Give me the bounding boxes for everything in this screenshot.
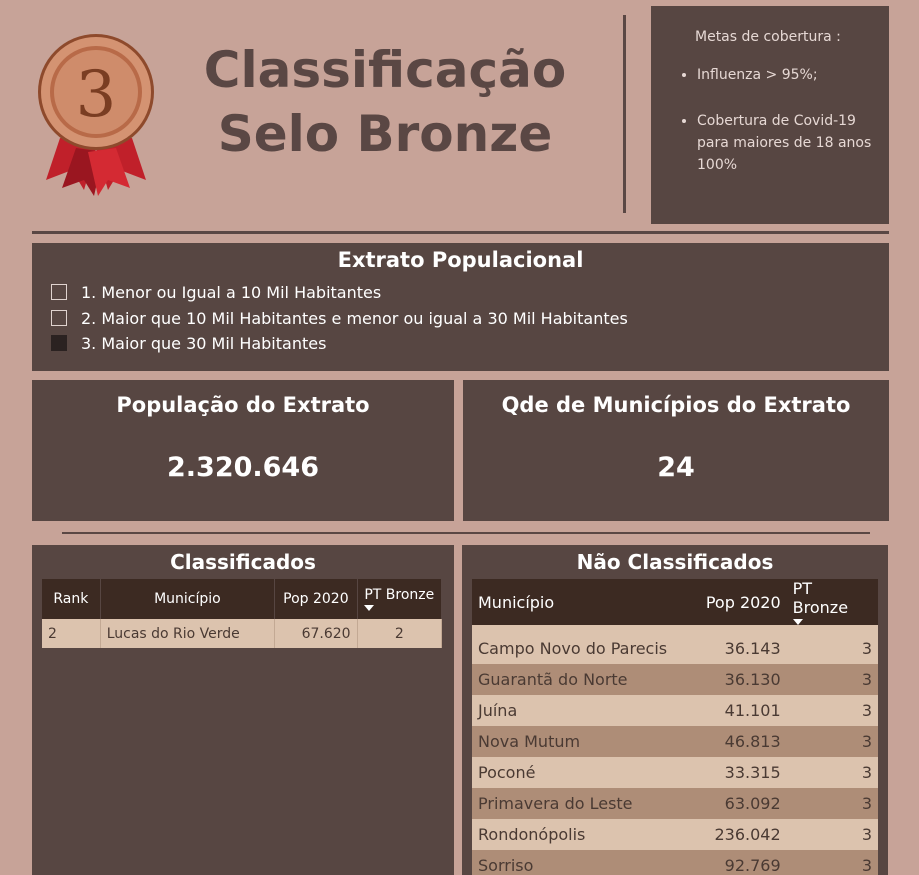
table-header-row [42,579,442,619]
extrato-option-3[interactable] [51,334,326,354]
page-title [170,38,600,166]
municipio-cell: Guarantã do Norte [472,664,695,695]
metas-title: Metas de cobertura : [695,29,841,45]
nao-classificados-title: Não Classificados [576,550,774,574]
municipio-cell: Lucas do Rio Verde [100,619,274,648]
pt-cell: 3 [787,726,878,757]
classificados-panel [32,545,454,875]
pt-cell: 3 [787,850,878,875]
metas-item: • Influenza > 95%; [697,64,877,86]
municipio-cell: Sorriso [472,850,695,875]
pop-cell: 33.315 [695,757,787,788]
table-row[interactable] [472,850,878,875]
divider [32,231,889,234]
column-header[interactable]: Município [100,579,274,619]
checkbox-icon[interactable] [51,284,67,300]
table-row[interactable] [472,819,878,850]
title-line-2: Selo Bronze [217,105,553,163]
kpi-title: População do Extrato [116,393,370,417]
pop-cell: 46.813 [695,726,787,757]
spacer-row [472,625,878,633]
extrato-option-2[interactable] [51,309,628,329]
table-header-row [472,579,878,625]
column-header[interactable]: Pop 2020 [695,579,787,625]
classificados-table [42,579,442,648]
table-row[interactable] [472,695,878,726]
kpi-value: 2.320.646 [166,452,320,483]
kpi-value: 24 [657,452,695,483]
checkbox-icon[interactable] [51,310,67,326]
divider [623,15,626,213]
pt-cell: 3 [787,788,878,819]
column-header-label: PT Bronze [792,579,849,617]
kpi-title: Qde de Municípios do Extrato [501,393,851,417]
column-header-label: PT Bronze [364,587,435,603]
municipio-cell: Primavera do Leste [472,788,695,819]
table-row[interactable] [472,633,878,664]
pop-cell: 41.101 [695,695,787,726]
pop-cell: 236.042 [695,819,787,850]
rank-cell: 2 [42,619,100,648]
option-label: 2. Maior que 10 Mil Habitantes e menor ou igual a 30 Mil Habitantes [81,309,628,328]
column-header-sorted[interactable] [357,579,441,619]
pt-cell: 3 [787,664,878,695]
municipio-cell: Poconé [472,757,695,788]
bronze-medal-icon [32,30,160,200]
pt-cell: 2 [357,619,441,648]
option-label: 1. Menor ou Igual a 10 Mil Habitantes [81,283,382,302]
pt-cell: 3 [787,819,878,850]
extrato-title: Extrato Populacional [337,248,584,272]
municipio-cell: Campo Novo do Parecis [472,633,695,664]
pop-cell: 63.092 [695,788,787,819]
table-row[interactable] [472,788,878,819]
municipio-cell: Nova Mutum [472,726,695,757]
option-label: 3. Maior que 30 Mil Habitantes [81,334,327,353]
kpi-populacao-card [32,380,454,521]
metas-item: • Cobertura de Covid-19 para maiores de 18 anos 100% [697,110,877,176]
extrato-option-1[interactable] [51,283,381,303]
pt-cell: 3 [787,757,878,788]
pop-cell: 67.620 [275,619,357,648]
nao-classificados-panel [462,545,888,875]
table-row[interactable] [472,664,878,695]
municipio-cell: Juína [472,695,695,726]
municipio-cell: Rondonópolis [472,819,695,850]
nao-classificados-table [472,579,878,875]
metas-list [651,64,877,200]
checkbox-checked-icon[interactable] [51,335,67,351]
table-row[interactable] [472,757,878,788]
metas-panel [651,6,889,224]
classificados-title: Classificados [170,550,316,574]
column-header[interactable]: Rank [42,579,100,619]
pop-cell: 36.130 [695,664,787,695]
sort-descending-icon [364,605,374,611]
extrato-slicer [32,243,889,371]
table-row[interactable] [42,619,442,648]
pt-cell: 3 [787,633,878,664]
pop-cell: 36.143 [695,633,787,664]
column-header-sorted[interactable] [787,579,878,625]
divider [62,532,870,534]
column-header[interactable]: Pop 2020 [275,579,357,619]
pt-cell: 3 [787,695,878,726]
medal-number: 3 [75,58,117,132]
column-header[interactable]: Município [472,579,695,625]
table-row[interactable] [472,726,878,757]
pop-cell: 92.769 [695,850,787,875]
kpi-municipios-card [463,380,889,521]
title-line-1: Classificação [203,41,567,99]
